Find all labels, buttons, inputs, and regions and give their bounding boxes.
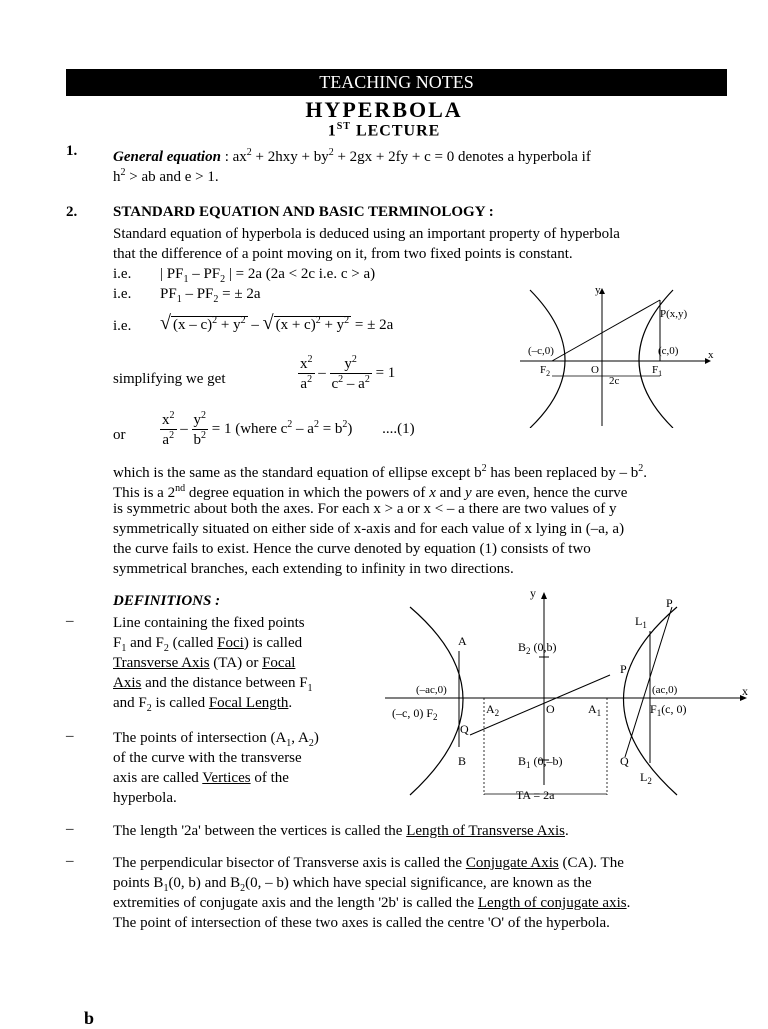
- fig2-left-branch: [410, 607, 463, 795]
- def2-line-a: The points of intersection ($A_1$, $A_2$): [113, 730, 319, 749]
- fig2-label-a2: $A_2$: [486, 702, 500, 718]
- fig2-label-ta: TA = 2a: [516, 788, 555, 802]
- def3-line: The length '2a' between the vertices is called the Length of Transverse Axis.: [113, 823, 569, 839]
- fig2-label-f1: $F_1(c$, 0): [650, 702, 687, 718]
- dash-2: –: [66, 728, 74, 744]
- def1-line-d: Axis and the distance between $F_1$: [113, 675, 313, 694]
- def2-line-b: of the curve with the transverse: [113, 750, 302, 766]
- fig2-label-b2: $B_2$ (0,b): [518, 640, 557, 656]
- fig1-label-x: x: [708, 349, 714, 361]
- equation-abs-difference: | $PF_1 - PF_2$ | = 2a (2a < 2c i.e. c > a): [160, 266, 376, 285]
- fig1-label-fneg: (–c,0): [528, 345, 554, 357]
- banner-teaching-notes: TEACHING NOTES: [66, 69, 727, 96]
- fig1-label-y: y: [595, 284, 601, 296]
- fig2-label-b: B: [458, 754, 467, 768]
- para-line-2: This is a 2nd degree equation in which the powers of x and y are even, hence the curve: [113, 483, 628, 501]
- def2-line-d: hyperbola.: [113, 790, 177, 806]
- fig2-label-x: x: [742, 684, 748, 698]
- fig2-label-y: y: [530, 586, 536, 600]
- definitions-heading: DEFINITIONS :: [113, 593, 221, 609]
- fig1-label-2c: 2c: [609, 375, 620, 387]
- section-1-number: 1.: [66, 143, 78, 159]
- fig1-label-f1: $F_1$: [652, 364, 663, 378]
- fig2-label-f2: (–c, 0) $F_2$: [392, 706, 438, 722]
- dash-4: –: [66, 853, 74, 869]
- para-line-1: which is the same as the standard equation of ellipse except $b^2$ has been replaced by – $b^2$.: [113, 463, 647, 481]
- fig1-left-branch: [530, 290, 565, 428]
- equation-roots: √ $(x - c)^2 + y^2$ – √ $(x + c)^2 + y^2$ = ± 2a: [160, 312, 394, 334]
- dash-1: –: [66, 613, 74, 629]
- fig2-label-q-left: Q: [460, 722, 469, 736]
- page-title: HYPERBOLA: [305, 97, 463, 122]
- dash-3: –: [66, 821, 74, 837]
- equation-difference: $PF_1 - PF_2$ = ± 2a: [160, 286, 261, 305]
- section-1-line-1: General equation : $ax^2 + 2hxy + by^2 + 2gx + 2fy + c = 0$ denotes a hyperbola if: [113, 147, 591, 165]
- fig2-label-p-top: P: [666, 596, 673, 610]
- def1-line-c: Transverse Axis (TA) or Focal: [113, 655, 296, 671]
- fig2-label-a1: $A_1$: [588, 702, 602, 718]
- fig2-y-arrow: [541, 592, 547, 599]
- fig2-label-ac-neg: (–ac,0): [416, 684, 447, 696]
- lecture-subtitle: 1ST LECTURE: [327, 121, 441, 140]
- def4-line-2: points $B_1(0$, b) and $B_2(0$, – b) which have special significance, are known as the: [113, 875, 592, 894]
- def2-line-c: axis are called Vertices of the: [113, 770, 289, 786]
- or-label: or: [113, 427, 126, 443]
- def4-line-3: extremities of conjugate axis and the length '2b' is called the Length of conjugate axis.: [113, 895, 631, 911]
- def1-line-e: and $F_2$ is called Focal Length.: [113, 695, 293, 714]
- def4-line-1: The perpendicular bisector of Transverse axis is called the Conjugate Axis (CA). The: [113, 855, 624, 871]
- ie-label-3: i.e.: [113, 318, 132, 334]
- para-line-4: symmetrically situated on either side of x-axis and for each value of x lying in (–a, a): [113, 521, 625, 537]
- ie-label-2: i.e.: [113, 286, 132, 302]
- fig2-label-b1: $B_1$ (0,–b): [518, 754, 563, 770]
- fig2-label-l1: $L_1$: [635, 614, 647, 630]
- def4-line-4: The point of intersection of these two axes is called the centre 'O' of the hyperbola.: [113, 915, 610, 931]
- section-2-heading: STANDARD EQUATION AND BASIC TERMINOLOGY :: [113, 204, 494, 220]
- equation-standard: $\frac{x^2}{a^2}$ – $\frac{y^2}{b^2}$ = 1 (where $c^2 - a^2 = b^2$) ....(1): [162, 410, 415, 448]
- figure-hyperbola-axes: [380, 585, 755, 805]
- simplifying-label: simplifying we get: [113, 371, 226, 387]
- fig1-label-f2: $F_2$: [540, 364, 551, 378]
- fig2-label-o: O: [546, 702, 555, 716]
- fig2-label-p: P: [620, 662, 627, 676]
- fig2-label-ac-pos: (ac,0): [652, 684, 678, 696]
- section-2-number: 2.: [66, 204, 78, 220]
- fig1-label-o: O: [591, 364, 599, 376]
- section-2-para-2: that the difference of a point moving on it, from two fixed points is constant.: [113, 246, 573, 262]
- fig2-label-a: A: [458, 634, 467, 648]
- section-1-line-2: $h^2$ > ab and e > 1.: [113, 167, 219, 185]
- equation-simplified: $\frac{x^2}{a^2}$ – $\frac{y^2}{c^2 - a^2}$ = 1: [300, 354, 396, 392]
- section-2-para-1: Standard equation of hyperbola is deduced using an important property of hyperbola: [113, 226, 620, 242]
- def1-line-a: Line containing the fixed points: [113, 615, 305, 631]
- fig2-label-q-right: Q: [620, 754, 629, 768]
- fig2-chord-pq: [625, 607, 672, 757]
- fig2-label-l2: $L_2$: [640, 770, 652, 786]
- para-line-5: the curve fails to exist. Hence the curve denoted by equation (1) consists of two: [113, 541, 591, 557]
- fig1-label-p: P(x,y): [660, 308, 688, 320]
- ie-label-1: i.e.: [113, 266, 132, 282]
- footer-mark: b: [84, 1008, 95, 1028]
- fig1-label-fpos: (c,0): [658, 345, 679, 357]
- figure-hyperbola-foci: [510, 278, 728, 428]
- para-line-6: symmetrical branches, each extending to infinity in two directions.: [113, 561, 514, 577]
- def1-line-b: $F_1$ and $F_2$ (called Foci) is called: [113, 635, 303, 654]
- para-line-3: is symmetric about both the axes. For each x > a or x < – a there are two values of y: [113, 501, 617, 517]
- fig1-pf2-line: [552, 300, 660, 361]
